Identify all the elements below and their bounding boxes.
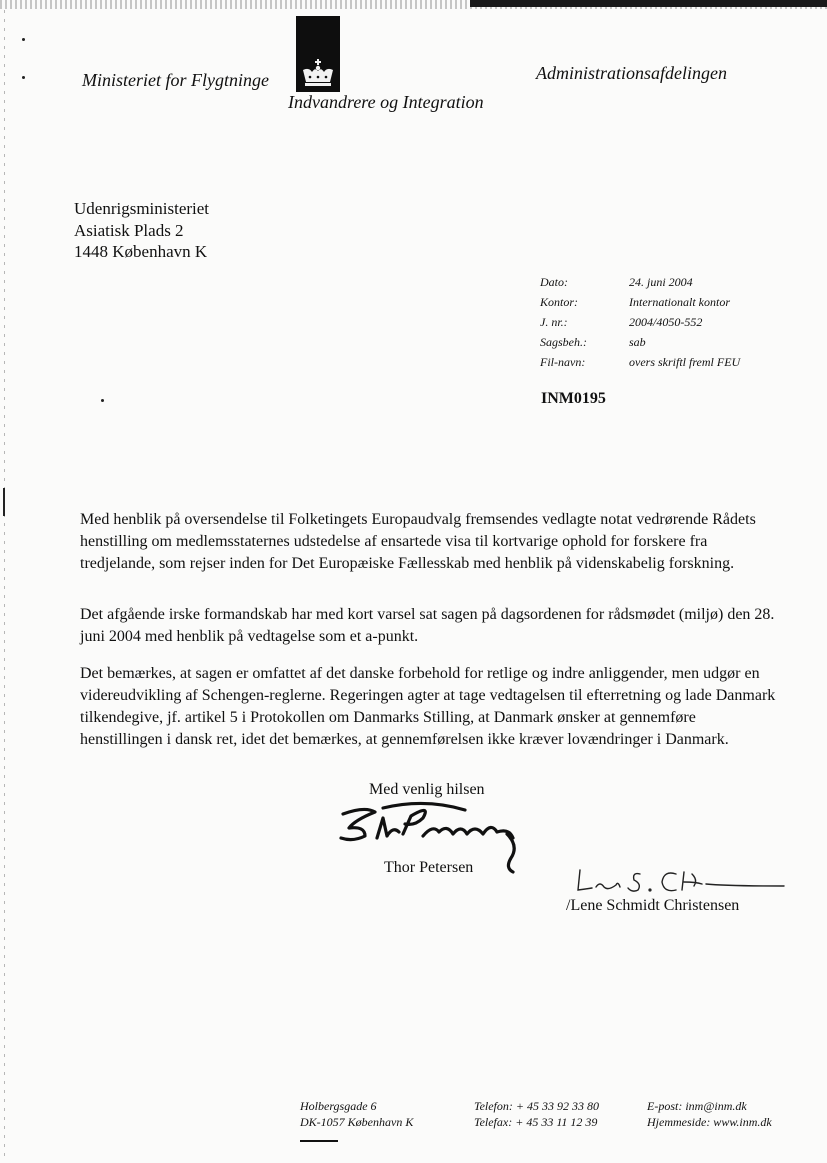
footer-street: Holbergsgade 6 [300, 1099, 377, 1113]
footer-rule [300, 1140, 338, 1142]
footer-website: Hjemmeside: www.inm.dk [647, 1115, 772, 1129]
body-paragraph-2 [80, 604, 776, 648]
meta-value: overs skriftl freml FEU [629, 355, 741, 369]
footer-address [300, 1098, 413, 1130]
meta-label: Sagsbeh.: [540, 335, 587, 349]
signer-name-lene-schmidt-christensen: /Lene Schmidt Christensen [566, 897, 740, 914]
ministry-name: Ministeriet for Flygtninge [82, 70, 269, 90]
recipient-city: 1448 København K [74, 242, 208, 261]
body-paragraph-1 [80, 509, 776, 575]
scan-speck [22, 38, 25, 41]
footer-phone: Telefon: + 45 33 92 33 80 [474, 1099, 599, 1113]
paragraph-text: Det bemærkes, at sagen er omfattet af det danske forbehold for retlige og indre anliggender, men udgør en videreudvikling af Schengen-reglerne. Regeringen agter at tage vedtagelsen til efterretning og lade Danmark tilkendegive, jf. artikel 5 i Protokollen om Danmarks Stilling, at Danmark ønsker at gennemføre henstillingen i dansk ret, idet det bemærkes, at gennemførelsen ikke kræver lovændringer i Danmark. [80, 665, 776, 748]
paragraph-text: Med henblik på oversendelse til Folketingets Europaudvalg fremsendes vedlagte notat vedrørende Rådets henstilling om medlemsstaternes udstedelse af ensartede visa til kortvarige ophold for forskere fra tredjelande, som rejser inden for Det Europæiske Fællesskab med henblik på videnskabelig forskning. [80, 511, 756, 572]
meta-value: sab [629, 335, 646, 349]
meta-row-date [540, 275, 740, 295]
recipient-name: Udenrigsministeriet [74, 199, 210, 218]
closing-greeting: Med venlig hilsen [369, 781, 485, 798]
signature-lene-schmidt-christensen [566, 868, 786, 898]
scan-speck [22, 76, 25, 79]
ministry-name-line2: Indvandrere og Integration [288, 92, 484, 112]
meta-row-file-name [540, 355, 740, 375]
recipient-street: Asiatisk Plads 2 [74, 220, 184, 240]
scan-speck [101, 399, 104, 402]
meta-value: Internationalt kontor [629, 295, 730, 309]
footer-city: DK-1057 København K [300, 1115, 414, 1129]
meta-label: Dato: [540, 275, 568, 289]
footer-contact-block [647, 1098, 772, 1130]
royal-crown-icon [296, 16, 340, 92]
meta-row-office [540, 295, 740, 315]
scan-mark [3, 488, 5, 516]
recipient-address [74, 198, 209, 263]
footer-phone-block [474, 1098, 599, 1130]
meta-value: 2004/4050-552 [629, 315, 703, 329]
meta-label: Kontor: [540, 295, 579, 309]
paragraph-text: Det afgående irske formandskab har med kort varsel sat sagen på dagsordenen for rådsmødet (miljø) den 28. juni 2004 med henblik på vedtagelse som et a-punkt. [80, 606, 775, 645]
meta-label: J. nr.: [540, 315, 568, 329]
footer-fax: Telefax: + 45 33 11 12 39 [474, 1115, 598, 1129]
letter-metadata [540, 275, 740, 375]
footer-email: E-post: inm@inm.dk [647, 1099, 747, 1113]
signer-name-thor-petersen: Thor Petersen [384, 859, 474, 876]
meta-row-case-officer [540, 335, 740, 355]
meta-row-journal-number [540, 315, 740, 335]
body-paragraph-3 [80, 663, 776, 751]
reference-number: INM0195 [541, 390, 606, 407]
scan-edge-top-dark [470, 0, 827, 7]
meta-label: Fil-navn: [540, 355, 586, 369]
meta-value: 24. juni 2004 [629, 275, 693, 289]
scan-edge-left [4, 10, 5, 1160]
department-name: Administrationsafdelingen [536, 63, 727, 83]
